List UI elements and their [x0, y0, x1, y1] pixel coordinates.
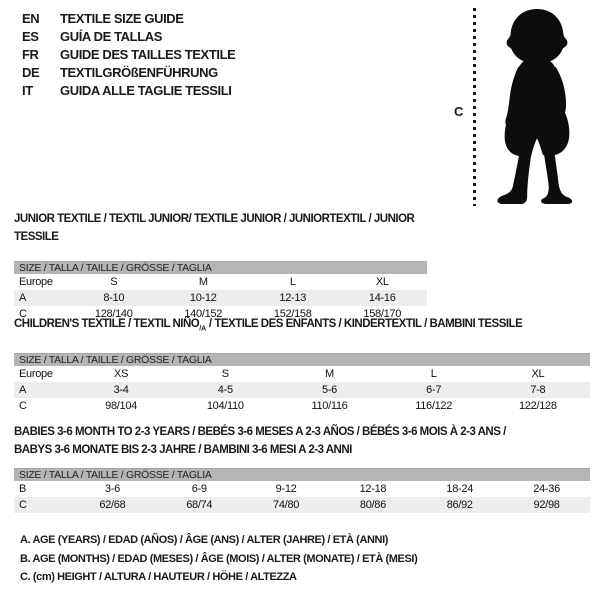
legend-note: C. (cm) HEIGHT / ALTURA / HAUTEUR / HÖHE / ALTEZZA [20, 571, 297, 583]
size-row-europe [14, 366, 590, 382]
children-size-section [14, 315, 590, 414]
language-label: TEXTILE SIZE GUIDE [60, 11, 184, 26]
babies-size-section [14, 423, 590, 513]
size-value: S [110, 276, 118, 288]
size-value: 7-8 [530, 384, 546, 397]
table-title [14, 210, 427, 246]
size-value: 18-24 [446, 483, 474, 495]
size-value: 6-9 [191, 483, 207, 495]
legend-note: B. AGE (MONTHS) / EDAD (MESES) / ÂGE (MOIS) / ALTER (MONATE) / ETÀ (MESI) [20, 552, 418, 565]
size-value: 24-36 [533, 483, 560, 495]
row-label: C [19, 400, 27, 413]
title-text: CHILDREN'S TEXTILE / TEXTIL NIÑO [14, 318, 200, 330]
toddler-silhouette-icon [487, 6, 587, 206]
size-row-a [14, 382, 590, 398]
size-value: 128/140 [94, 308, 133, 320]
language-label: GUÍA DE TALLAS [60, 29, 163, 44]
row-label: C [19, 308, 27, 320]
size-value: 12-18 [359, 483, 387, 495]
title-text: BABYS 3-6 MONATE BIS 2-3 JAHRE / BAMBINI 3-6 MESI A 2-3 ANNI [14, 444, 352, 456]
language-code: IT [22, 83, 33, 98]
table-title [14, 315, 590, 338]
size-row-c [14, 497, 590, 513]
size-value: 10-12 [189, 292, 217, 304]
size-value: XL [375, 276, 389, 288]
language-row [22, 10, 235, 28]
language-list [22, 10, 235, 100]
size-band-header: SIZE / TALLA / TAILLE / GRÖSSE / TAGLIA [14, 353, 590, 366]
size-value: XL [531, 368, 545, 381]
size-value: 74/80 [273, 499, 300, 511]
size-value: 92/98 [533, 499, 560, 511]
size-value: 116/122 [415, 400, 453, 413]
size-value: 152/158 [273, 308, 312, 320]
size-band-header: SIZE / TALLA / TAILLE / GRÖSSE / TAGLIA [14, 468, 590, 481]
size-table-body [14, 481, 590, 513]
row-label: B [19, 483, 27, 495]
language-row [22, 46, 235, 64]
size-value: L [289, 276, 296, 288]
size-value: 104/110 [206, 400, 244, 413]
size-table-body [14, 366, 590, 414]
size-value: 8-10 [103, 292, 125, 304]
size-value: 110/116 [311, 400, 348, 413]
size-value: 14-16 [368, 292, 396, 304]
size-value: 3-6 [104, 483, 120, 495]
table-title [14, 423, 590, 459]
legend-note-list [20, 531, 417, 587]
size-table [14, 366, 590, 414]
size-value: 158/170 [363, 308, 402, 320]
height-measure-label: C [454, 104, 464, 119]
size-band-header: SIZE / TALLA / TAILLE / GRÖSSE / TAGLIA [14, 261, 427, 274]
size-value: L [430, 368, 437, 381]
height-measure-dashed-line [473, 8, 476, 206]
row-label: Europe [19, 368, 53, 381]
size-value: 98/104 [105, 400, 138, 413]
size-value: S [221, 368, 229, 381]
title-text: / TEXTILE DES ENFANTS / KINDERTEXTIL / BAMBINI TESSILE [206, 318, 523, 330]
title-text: JUNIOR TEXTILE / TEXTIL JUNIOR/ TEXTILE JUNIOR / JUNIORTEXTIL / JUNIOR TESSILE [14, 213, 415, 243]
size-value: 86/92 [446, 499, 473, 511]
size-row-b [14, 481, 590, 497]
size-value: 9-12 [275, 483, 297, 495]
row-label: Europe [19, 276, 53, 288]
language-label: GUIDE DES TAILLES TEXTILE [60, 47, 236, 62]
size-table [14, 481, 590, 513]
row-label: A [19, 292, 27, 304]
size-value: 80/86 [359, 499, 386, 511]
row-label: C [19, 499, 27, 511]
language-row [22, 28, 235, 46]
size-value: 5-6 [321, 384, 337, 397]
language-code: DE [22, 65, 40, 80]
size-value: 6-7 [426, 384, 442, 397]
row-label: A [19, 384, 27, 397]
language-label: TEXTILGRÖßENFÜHRUNG [60, 65, 218, 80]
size-row-c [14, 398, 590, 414]
size-value: M [198, 276, 208, 288]
size-value: 122/128 [519, 400, 557, 413]
legend-note: A. AGE (YEARS) / EDAD (AÑOS) / ÂGE (ANS) / ALTER (JAHRE) / ETÀ (ANNI) [20, 534, 388, 546]
legend-notes [20, 531, 417, 587]
language-row [22, 64, 235, 82]
language-code: FR [22, 47, 39, 62]
size-value: 4-5 [217, 384, 233, 397]
size-value: 12-13 [279, 292, 307, 304]
language-code: ES [22, 29, 39, 44]
title-subscript: /A [199, 325, 207, 333]
size-value: 3-4 [113, 384, 129, 397]
language-row [22, 82, 235, 100]
language-header [22, 10, 235, 100]
language-code: EN [22, 11, 40, 26]
size-row-a [14, 290, 427, 306]
junior-size-section [14, 210, 427, 322]
size-value: 62/68 [99, 499, 126, 511]
size-value: XS [114, 368, 129, 381]
size-row-europe [14, 274, 427, 290]
size-value: M [325, 368, 334, 381]
title-text: BABIES 3-6 MONTH TO 2-3 YEARS / BEBÉS 3-6 MESES A 2-3 AÑOS / BÉBÉS 3-6 MOIS À 2-3 ANS / [14, 426, 506, 438]
size-value: 68/74 [186, 499, 213, 511]
size-value: 140/152 [184, 308, 223, 320]
language-label: GUIDA ALLE TAGLIE TESSILI [60, 83, 232, 98]
